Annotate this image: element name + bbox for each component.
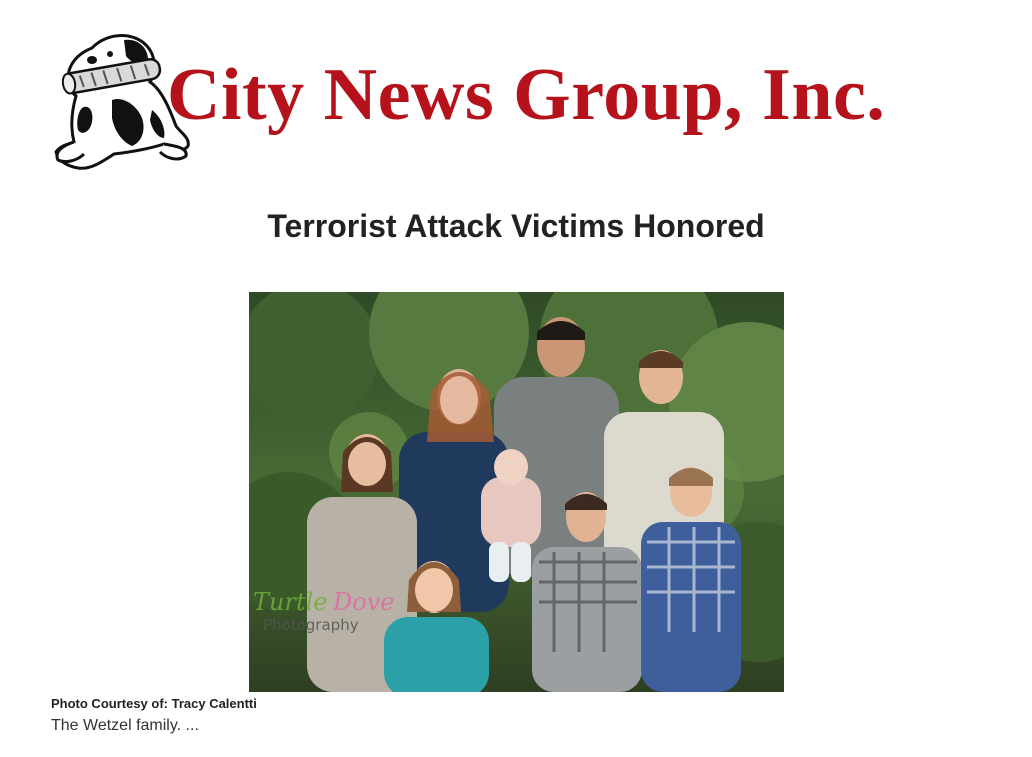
svg-text:Turtle: Turtle [253,588,328,616]
article-headline: Terrorist Attack Victims Honored [267,208,765,244]
photo-credit: Photo Courtesy of: Tracy Calentti [51,696,257,711]
masthead[interactable] [52,30,972,175]
photo-caption: The Wetzel family. ... [51,717,199,734]
family-photo-icon [249,292,784,692]
svg-text:Dove: Dove [333,588,395,616]
article-photo[interactable] [249,292,784,692]
brand-name[interactable]: City News Group, Inc. [167,54,886,136]
svg-text:Photography: Photography [263,616,359,634]
